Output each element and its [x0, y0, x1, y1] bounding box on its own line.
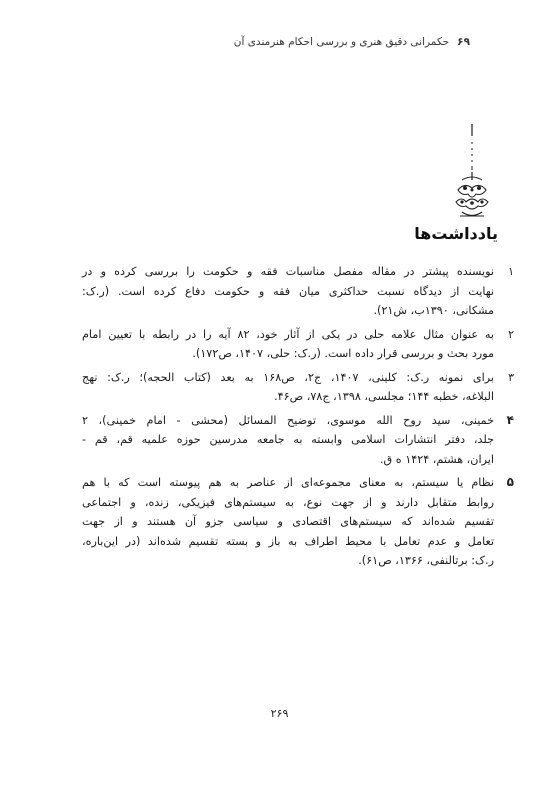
note-line: جلد، دفتر انتشارات اسلامی وابسته به جامعه مدرسین حوزه علمیه قم، قم - [82, 433, 494, 446]
note-line: ایران، هشتم، ۱۴۲۴ ه ق. [379, 452, 494, 466]
note-line: برای نمونه ر.ک: کلینی، ۱۴۰۷، ج۲، ص۱۶۸ به بعد (کتاب الحجه)؛ ر.ک: نهج [82, 370, 495, 384]
note-number: ۴ [506, 412, 514, 427]
note-text [82, 325, 494, 364]
note-item [82, 473, 514, 571]
note-line: مشکانی، ۱۳۹۰ب، ش۲۱). [373, 304, 494, 317]
note-line: تعامل و عدم تعامل با محیط اطراف به باز و بسته تقسیم شده‌اند (در این‌باره، [82, 534, 494, 548]
notes-list [82, 262, 514, 575]
note-line: خمینی، سید روح الله موسوی، توضیح المسائل (محشی - امام خمینی)، ۲ [82, 413, 494, 427]
note-item [82, 411, 514, 470]
note-line: مورد بحث و بررسی قرار داده است. (ر.ک: حلی، ۱۴۰۷، ص۱۷۲). [192, 347, 494, 360]
note-line: روابط متقابل دارند و از جهت نوع، به سیستم‌های فیزیکی، زنده، و اجتماعی [82, 495, 494, 509]
note-line: ر.ک: برتالنفی، ۱۳۶۶، ص۶۱). [358, 554, 494, 567]
note-text [82, 368, 494, 407]
page-number: ۲۶۹ [270, 707, 289, 720]
note-item [82, 262, 514, 321]
flourish-ornament-icon [452, 124, 492, 220]
note-text [82, 262, 494, 321]
note-line: نویسنده پیشتر در مقاله مفصل مناسبات فقه و حکومت را بررسی کرده و در [82, 265, 494, 278]
note-item [82, 368, 514, 407]
note-line: نظام یا سیستم، به معنای مجموعه‌ای از عناصر به هم پیوسته است که با هم [82, 476, 494, 489]
note-line: نهایت از دیدگاه نسبت حداکثری میان فقه و حکومت دفاع کرده است. (ر.ک: [82, 284, 494, 298]
header-page-number: ۶۹ [457, 36, 470, 48]
note-number: ۳ [508, 370, 514, 384]
note-line: تقسیم شده‌اند که سیستم‌های اقتصادی و سیاسی جزو آن هستند و از جهت [82, 515, 494, 528]
note-number: ۱ [508, 265, 514, 278]
note-text [82, 473, 494, 571]
note-number: ۲ [508, 327, 514, 341]
note-number: ۵ [506, 475, 514, 489]
section-title: یادداشت‌ها [414, 224, 498, 243]
running-header [90, 36, 470, 48]
note-line: به عنوان مثال علامه حلی در یکی از آثار خود، ۸۲ آیه را در رابطه با تعیین امام [82, 327, 495, 341]
note-item [82, 325, 514, 364]
note-line: البلاغه، خطبه ۱۴۴؛ مجلسی، ۱۳۹۸، ج۷۸، ص۴۶. [274, 390, 494, 403]
header-title: حکمرانی دقیق هنری و بررسی احکام هنرمندی آن [233, 36, 450, 48]
note-text [82, 411, 494, 470]
